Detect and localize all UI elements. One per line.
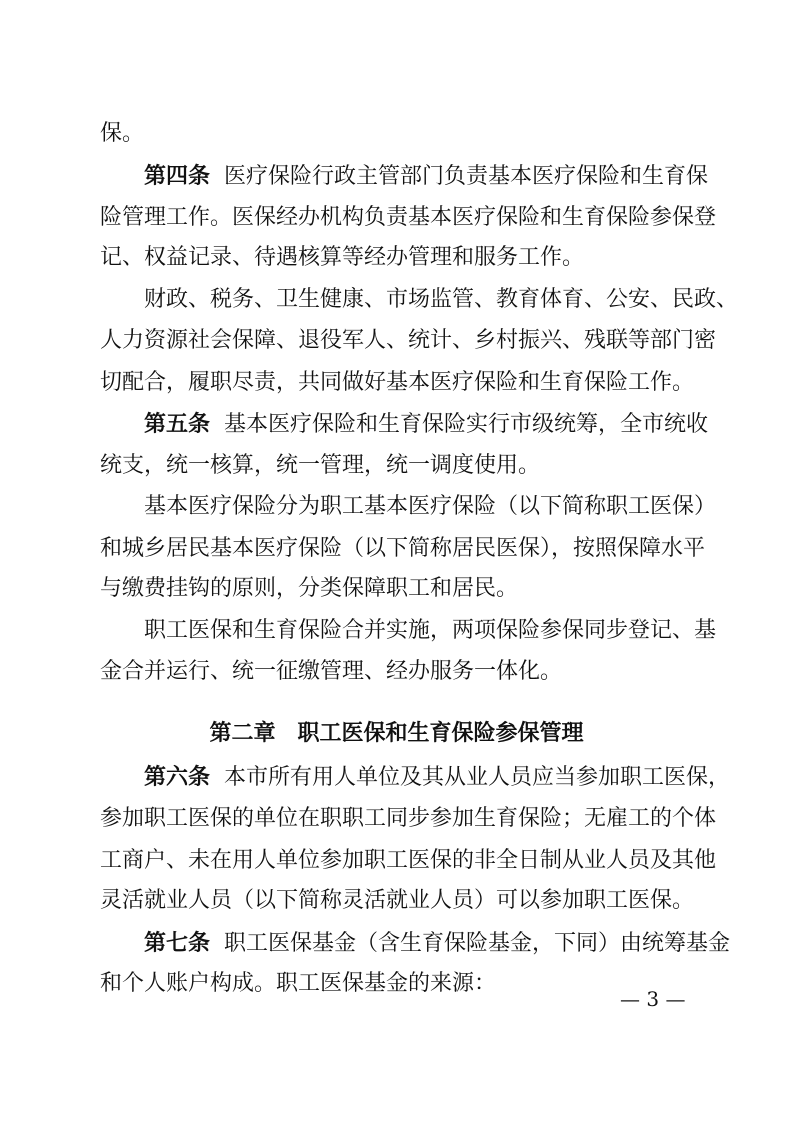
paragraph-line: 工商户、未在用人单位参加职工医保的非全日制从业人员及其他 bbox=[100, 848, 717, 873]
paragraph-line: 和城乡居民基本医疗保险（以下简称居民医保），按照保障水平 bbox=[100, 536, 706, 561]
paragraph-line bbox=[144, 763, 744, 792]
paragraph-line: 职工医保和生育保险合并实施，两项保险参保同步登记、基 bbox=[144, 618, 717, 643]
article-text: 基本医疗保险和生育保险实行市级统筹，全市统收 bbox=[224, 412, 709, 437]
article-text: 职工医保基金（含生育保险基金，下同）由统筹基金 bbox=[224, 931, 731, 956]
paragraph-line bbox=[144, 410, 744, 439]
page-number: — 3 — bbox=[620, 987, 686, 1011]
article-number: 第七条 bbox=[144, 930, 211, 956]
paragraph-line: 记、权益记录、待遇核算等经办管理和服务工作。 bbox=[100, 245, 585, 270]
article-number: 第六条 bbox=[144, 764, 211, 790]
paragraph-line: 险管理工作。医保经办机构负责基本医疗保险和生育保险参保登 bbox=[100, 205, 717, 230]
paragraph-line bbox=[144, 162, 744, 191]
paragraph-line: 和个人账户构成。职工医保基金的来源： bbox=[100, 971, 497, 996]
paragraph-line: 切配合，履职尽责，共同做好基本医疗保险和生育保险工作。 bbox=[100, 370, 695, 395]
paragraph-line: 基本医疗保险分为职工基本医疗保险（以下简称职工医保） bbox=[144, 494, 717, 519]
article-text: 医疗保险行政主管部门负责基本医疗保险和生育保 bbox=[224, 164, 709, 189]
article-number: 第四条 bbox=[144, 163, 211, 189]
chapter-title: 第二章 职工医保和生育保险参保管理 bbox=[209, 721, 584, 746]
paragraph-line: 灵活就业人员（以下简称灵活就业人员）可以参加职工医保。 bbox=[100, 888, 695, 913]
paragraph-line: 与缴费挂钩的原则，分类保障职工和居民。 bbox=[100, 576, 519, 601]
paragraph-line: 统支，统一核算，统一管理，统一调度使用。 bbox=[100, 453, 541, 478]
article-number: 第五条 bbox=[144, 411, 211, 437]
paragraph-line: 金合并运行、统一征缴管理、经办服务一体化。 bbox=[100, 659, 563, 684]
paragraph-line: 财政、税务、卫生健康、市场监管、教育体育、公安、民政、 bbox=[144, 287, 739, 312]
paragraph-line bbox=[144, 929, 744, 958]
paragraph-line: 保。 bbox=[100, 121, 145, 146]
article-text: 本市所有用人单位及其从业人员应当参加职工医保， bbox=[224, 765, 731, 790]
paragraph-line: 参加职工医保的单位在职职工同步参加生育保险；无雇工的个体 bbox=[100, 806, 717, 831]
paragraph-line: 人力资源社会保障、退役军人、统计、乡村振兴、残联等部门密 bbox=[100, 328, 717, 353]
